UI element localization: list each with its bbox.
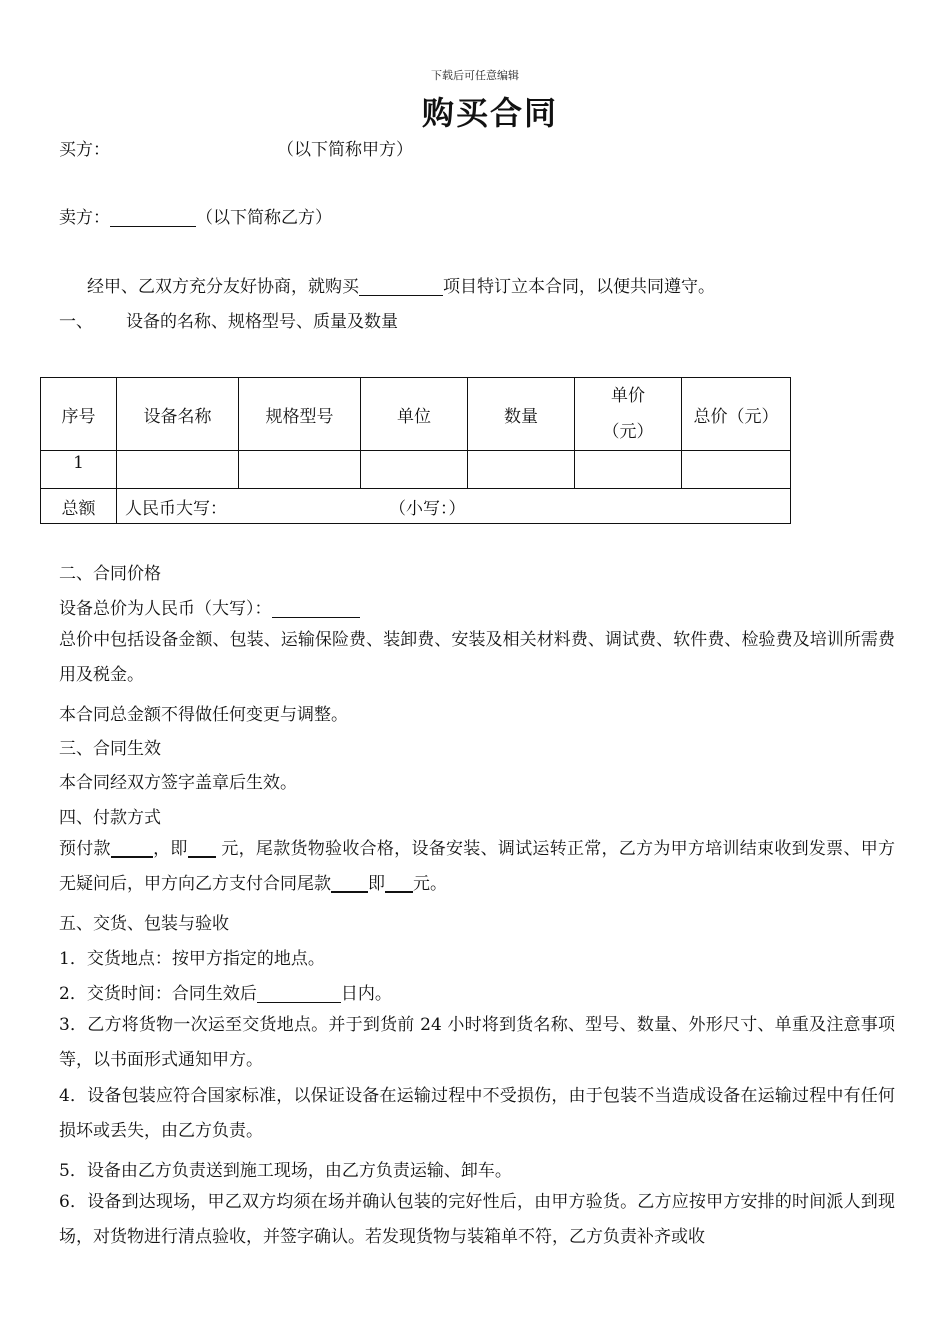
header-total-price: 总价（元） — [682, 378, 791, 451]
delivery-item-4: 4．设备包装应符合国家标准，以保证设备在运输过程中不受损伤，由于包装不当造成设备在运输过程中有任何损坏或丢失，由乙方负责。 — [59, 1086, 895, 1141]
final-amount-blank — [385, 873, 413, 893]
no-change-clause: 本合同总金额不得做任何变更与调整。 — [59, 705, 348, 725]
row-equipment-name[interactable] — [117, 451, 239, 489]
section1-number: 一、 — [59, 312, 93, 332]
total-amount-cell — [117, 489, 791, 524]
header-model: 规格型号 — [239, 378, 361, 451]
total-label: 总额 — [41, 489, 117, 524]
section1-title: 设备的名称、规格型号、质量及数量 — [126, 312, 398, 332]
intro-line — [87, 276, 715, 298]
header-note: 下载后可任意编辑 — [431, 69, 519, 82]
seller-line — [59, 207, 332, 229]
buyer-note: （以下简称甲方） — [277, 140, 413, 160]
row-total-price[interactable] — [682, 451, 791, 489]
payment-ie: ，即 — [152, 839, 188, 859]
row-model[interactable] — [239, 451, 361, 489]
price-line — [59, 598, 360, 620]
intro-after: 项目特订立本合同，以便共同遵守。 — [443, 277, 715, 297]
delivery-item-6: 6．设备到达现场，甲乙双方均须在场并确认包装的完好性后，由甲方验货。乙方应按甲方安排的时间派人到现场，对货物进行清点验收，并签字确认。若发现货物与装箱单不符，乙方负责补齐或收 — [59, 1192, 895, 1247]
effective-clause: 本合同经双方签字盖章后生效。 — [59, 773, 297, 793]
total-caps-label: 人民币大写： — [125, 498, 227, 519]
payment-clause — [59, 832, 895, 902]
seller-note: （以下简称乙方） — [196, 208, 332, 228]
payment-ie2: 即 — [368, 874, 385, 894]
unit-price-line1: 单价 — [611, 386, 645, 406]
payment-prepay: 预付款 — [59, 839, 111, 859]
row-quantity[interactable] — [468, 451, 575, 489]
payment-yuan: 元。 — [413, 874, 447, 894]
section2-title: 二、合同价格 — [59, 564, 161, 584]
section4-title: 四、付款方式 — [59, 808, 161, 828]
document-title: 购买合同 — [421, 94, 558, 132]
payment-terms: 元，尾款货物验收合格，设备安装、调试运转正常，乙方为甲方培训结束收到发票、甲方无疑问后，甲方向乙方支付合同尾款 — [59, 839, 896, 894]
unit-price-line2: （元） — [602, 422, 654, 442]
header-unit-price — [575, 378, 682, 451]
delivery-time-label: 2．交货时间：合同生效后 — [59, 984, 257, 1004]
header-equipment-name: 设备名称 — [117, 378, 239, 451]
section1-heading — [59, 311, 398, 333]
equipment-table — [40, 377, 791, 524]
buyer-label: 买方： — [59, 140, 110, 160]
delivery-days-blank — [257, 984, 341, 1003]
row-unit-price[interactable] — [575, 451, 682, 489]
delivery-item-5: 5．设备由乙方负责送到施工现场，由乙方负责运输、卸车。 — [59, 1161, 512, 1181]
total-small-label: （小写：） — [389, 498, 466, 519]
project-blank — [359, 277, 443, 296]
row-index: 1 — [41, 451, 117, 489]
prepay-amount-blank — [188, 838, 216, 858]
section3-title: 三、合同生效 — [59, 739, 161, 759]
prepay-blank — [111, 838, 153, 858]
price-line-label: 设备总价为人民币（大写）： — [59, 599, 272, 619]
row-unit[interactable] — [361, 451, 468, 489]
seller-blank — [110, 208, 196, 227]
section5-title: 五、交货、包装与验收 — [59, 914, 229, 934]
price-blank — [272, 599, 360, 618]
price-includes: 总价中包括设备金额、包装、运输保险费、装卸费、安装及相关材料费、调试费、软件费、检验费及培训所需费用及税金。 — [59, 630, 895, 685]
header-quantity: 数量 — [468, 378, 575, 451]
header-unit: 单位 — [361, 378, 468, 451]
final-pay-blank — [331, 873, 368, 893]
delivery-item-1: 1．交货地点：按甲方指定的地点。 — [59, 949, 325, 969]
table-row — [41, 451, 791, 489]
delivery-item-3: 3．乙方将货物一次运至交货地点。并于到货前 24 小时将到货名称、型号、数量、外形尺寸、单重及注意事项等，以书面形式通知甲方。 — [59, 1015, 895, 1070]
delivery-time-suffix: 日内。 — [340, 984, 392, 1004]
table-header-row — [41, 378, 791, 451]
header-index: 序号 — [41, 378, 117, 451]
delivery-item-2 — [59, 983, 392, 1005]
table-total-row — [41, 489, 791, 524]
buyer-line — [59, 139, 413, 161]
seller-label: 卖方： — [59, 208, 110, 228]
intro-before: 经甲、乙双方充分友好协商，就购买 — [87, 277, 359, 297]
